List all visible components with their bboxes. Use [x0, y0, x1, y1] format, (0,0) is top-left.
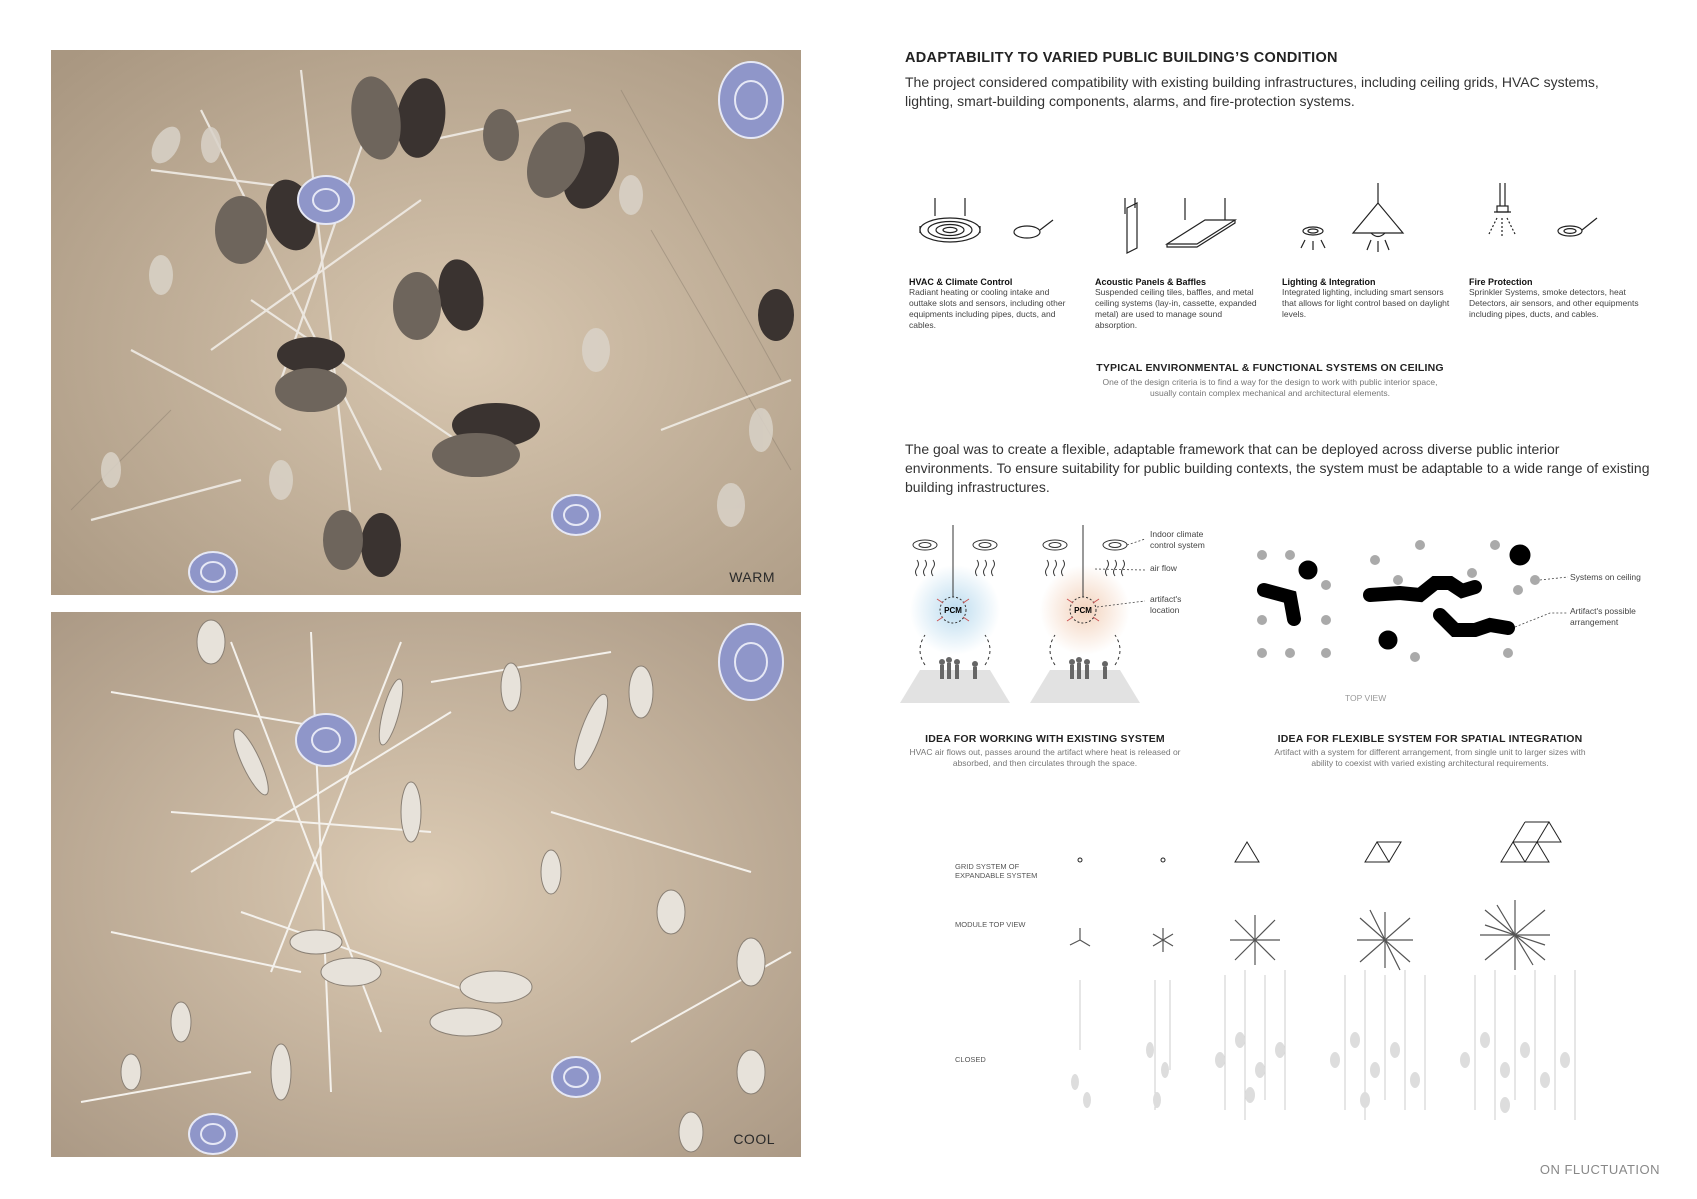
- intro-paragraph: The project considered compatibility with existing building infrastructures, including ceiling grids, HVAC systems, lighting, smart-building components, alarms, and fire-protection systems.: [905, 74, 1599, 109]
- row-label-grid: GRID SYSTEM OF EXPANDABLE SYSTEM: [955, 862, 1038, 880]
- system-desc: Suspended ceiling tiles, baffles, and metal ceiling systems (lay-in, cassette, expanded metal) are used to manage sound absorption.: [1095, 287, 1257, 330]
- systems-caption-title: TYPICAL ENVIRONMENTAL & FUNCTIONAL SYSTEMS ON CEILING: [1096, 362, 1444, 374]
- label-systems-on-ceiling: Systems on ceiling: [1570, 572, 1641, 582]
- expansion-diagram: [1045, 810, 1605, 1140]
- hvac-icon: [920, 198, 1053, 242]
- section-heading: ADAPTABILITY TO VARIED PUBLIC BUILDING’S CONDITION: [905, 50, 1338, 66]
- label-indoor-climate: Indoor climate control system: [1150, 529, 1205, 550]
- top-view-diagram: [1250, 535, 1570, 665]
- system-title: Fire Protection: [1469, 277, 1533, 287]
- system-acoustic: [1095, 277, 1265, 331]
- lighting-icon: [1301, 183, 1403, 252]
- label-air-flow: air flow: [1150, 563, 1177, 573]
- system-desc: Radiant heating or cooling intake and outtake slots and sensors, including other equipments including pipes, ducts, and cables.: [909, 287, 1066, 330]
- warm-render-image: [51, 50, 801, 595]
- system-title: Acoustic Panels & Baffles: [1095, 277, 1207, 287]
- cool-label: COOL: [733, 1131, 775, 1147]
- caption-left-desc: HVAC air flows out, passes around the artifact where heat is released or absorbed, and then circulates through the space.: [909, 747, 1181, 768]
- label-possible-arrangement: Artifact's possible arrangement: [1570, 606, 1636, 627]
- goal-paragraph: The goal was to create a flexible, adaptable framework that can be deployed across diverse public interior environments. To ensure suitability for public building contexts, the system must be adaptable to a wide range of existing building infrastructures.: [905, 441, 1650, 495]
- caption-left-title: IDEA FOR WORKING WITH EXISTING SYSTEM: [925, 733, 1165, 745]
- system-desc: Sprinkler Systems, smoke detectors, heat Detectors, air sensors, and other equipments including pipes, ducts, and cables.: [1469, 287, 1639, 319]
- system-lighting: [1282, 277, 1452, 320]
- row-label-module: MODULE TOP VIEW: [955, 920, 1026, 929]
- pcm-label: PCM: [1074, 606, 1092, 615]
- system-fire: [1469, 277, 1639, 320]
- label-artifact-location: artifact's location: [1150, 594, 1182, 615]
- system-title: HVAC & Climate Control: [909, 277, 1013, 287]
- row-label-closed: CLOSED: [955, 1055, 986, 1064]
- footer-title: ON FLUCTUATION: [1539, 1162, 1660, 1177]
- airflow-diagram: [895, 525, 1145, 705]
- warm-label: WARM: [729, 569, 775, 585]
- systems-caption-desc: One of the design criteria is to find a way for the design to work with public interior space, usually contain complex mechanical and architectural elements.: [1102, 377, 1438, 398]
- top-view-caption: TOP VIEW: [1345, 693, 1387, 703]
- system-hvac: [909, 277, 1074, 331]
- system-title: Lighting & Integration: [1282, 277, 1376, 287]
- pcm-label: PCM: [944, 606, 962, 615]
- fire-protection-icon: [1489, 183, 1597, 236]
- caption-right-desc: Artifact with a system for different arrangement, from single unit to larger sizes with ability to coexist with varied existing architectural requirements.: [1274, 747, 1586, 768]
- cool-render-image: [51, 612, 801, 1157]
- caption-right-title: IDEA FOR FLEXIBLE SYSTEM FOR SPATIAL INTEGRATION: [1277, 733, 1583, 745]
- system-desc: Integrated lighting, including smart sensors that allows for light control based on daylight levels.: [1282, 287, 1450, 319]
- ceiling-systems-icons: [905, 178, 1655, 268]
- acoustic-panel-icon: [1125, 198, 1235, 253]
